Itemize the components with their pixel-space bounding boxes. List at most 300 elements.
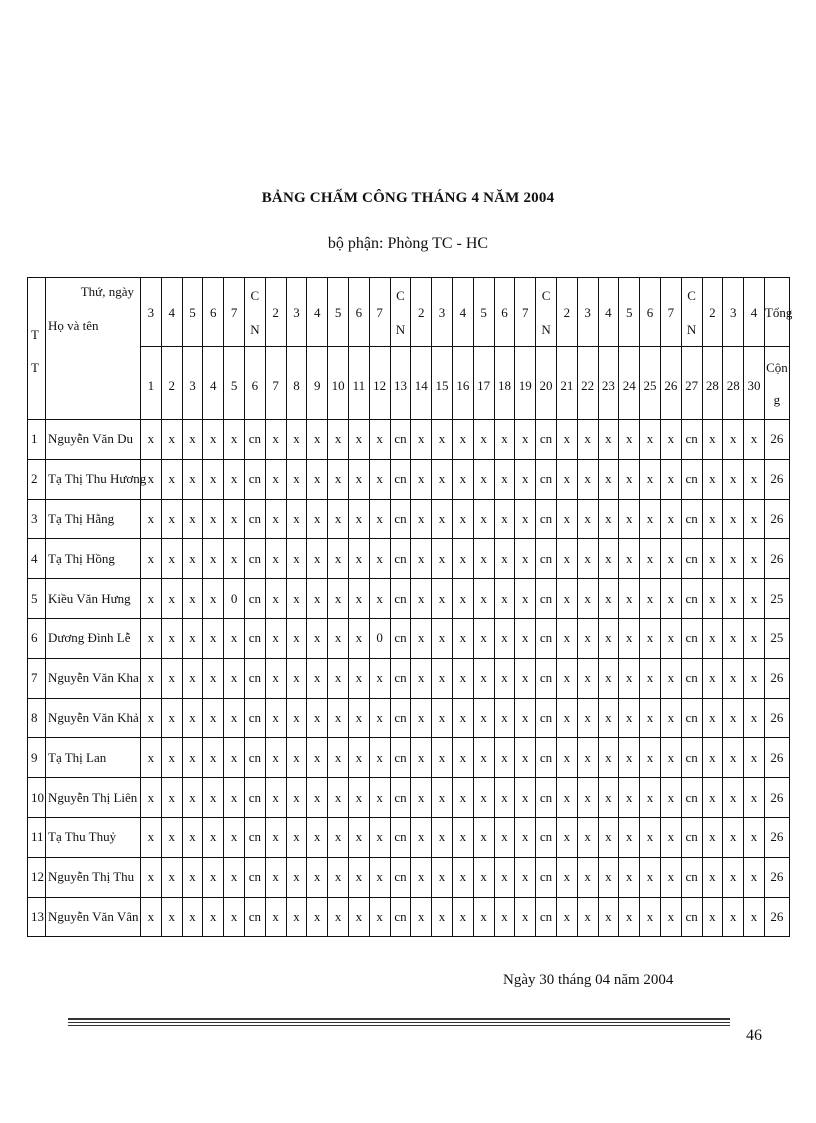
footer-rule	[68, 1022, 730, 1023]
attendance-mark: cn	[244, 539, 265, 579]
attendance-mark: x	[265, 738, 286, 778]
attendance-mark: x	[286, 579, 307, 619]
attendance-mark: x	[473, 778, 494, 818]
date-label: 26	[664, 377, 678, 393]
attendance-mark: cn	[390, 539, 411, 579]
weekday-label: 7	[521, 305, 529, 320]
attendance-mark: x	[203, 738, 224, 778]
attendance-mark: cn	[681, 817, 702, 857]
weekday-label: C	[396, 288, 405, 303]
attendance-mark: x	[161, 499, 182, 539]
attendance-mark: x	[328, 698, 349, 738]
attendance-mark: x	[411, 778, 432, 818]
date-label: 12	[373, 377, 387, 393]
attendance-mark: cn	[390, 658, 411, 698]
weekday-cell	[328, 278, 349, 347]
attendance-mark: x	[203, 897, 224, 937]
attendance-mark: x	[473, 459, 494, 499]
attendance-mark: x	[182, 738, 203, 778]
attendance-mark: cn	[681, 857, 702, 897]
date-label: 9	[314, 377, 321, 393]
table-row	[28, 579, 790, 619]
attendance-mark: x	[723, 459, 744, 499]
attendance-mark: x	[702, 817, 723, 857]
table-row	[28, 698, 790, 738]
row-total: 25	[764, 579, 789, 619]
attendance-mark: cn	[390, 857, 411, 897]
attendance-mark: x	[432, 539, 453, 579]
attendance-mark: x	[369, 579, 390, 619]
total-header-line: Cộn	[766, 360, 788, 375]
employee-name: Nguyễn Văn Khả	[46, 698, 141, 738]
attendance-mark: x	[598, 658, 619, 698]
attendance-mark: x	[744, 738, 765, 778]
weekday-label: C	[250, 288, 260, 303]
total-subheader	[764, 347, 789, 420]
attendance-mark: cn	[390, 420, 411, 460]
attendance-mark: x	[182, 778, 203, 818]
attendance-mark: x	[494, 738, 515, 778]
attendance-mark: x	[348, 539, 369, 579]
attendance-mark: cn	[681, 499, 702, 539]
attendance-mark: x	[723, 420, 744, 460]
attendance-mark: x	[224, 738, 245, 778]
attendance-mark: x	[640, 499, 661, 539]
date-label: 7	[272, 377, 279, 393]
attendance-mark: x	[556, 817, 577, 857]
attendance-mark: x	[203, 658, 224, 698]
attendance-mark: cn	[536, 857, 557, 897]
date-cell	[265, 347, 286, 420]
attendance-mark: x	[660, 499, 681, 539]
table-row	[28, 618, 790, 658]
date-label: 24	[622, 377, 636, 393]
attendance-mark: x	[432, 499, 453, 539]
date-label: 15	[435, 377, 449, 393]
attendance-mark: x	[328, 459, 349, 499]
attendance-mark: x	[348, 738, 369, 778]
attendance-mark: x	[619, 738, 640, 778]
attendance-mark: x	[265, 539, 286, 579]
date-cell	[536, 347, 557, 420]
date-cell	[515, 347, 536, 420]
attendance-mark: x	[556, 459, 577, 499]
employee-name: Tạ Thị Hằng	[46, 499, 141, 539]
attendance-mark: x	[286, 897, 307, 937]
attendance-mark: x	[556, 738, 577, 778]
row-index: 5	[28, 579, 46, 619]
attendance-mark: x	[307, 738, 328, 778]
weekday-label: 7	[667, 305, 675, 320]
row-index: 13	[28, 897, 46, 937]
attendance-mark: x	[702, 778, 723, 818]
attendance-mark: x	[307, 778, 328, 818]
attendance-mark: cn	[390, 579, 411, 619]
full-name-label: Họ và tên	[48, 318, 99, 333]
attendance-mark: x	[411, 618, 432, 658]
attendance-mark: x	[307, 539, 328, 579]
attendance-mark: x	[640, 738, 661, 778]
attendance-mark: cn	[681, 778, 702, 818]
attendance-mark: x	[577, 698, 598, 738]
attendance-mark: x	[307, 897, 328, 937]
attendance-mark: x	[723, 698, 744, 738]
attendance-mark: x	[369, 738, 390, 778]
attendance-mark: x	[515, 658, 536, 698]
attendance-mark: x	[494, 618, 515, 658]
attendance-mark: x	[619, 459, 640, 499]
attendance-mark: x	[640, 618, 661, 658]
attendance-mark: x	[432, 459, 453, 499]
attendance-mark: cn	[244, 857, 265, 897]
attendance-mark: x	[452, 738, 473, 778]
attendance-mark: x	[660, 420, 681, 460]
attendance-mark: x	[432, 420, 453, 460]
attendance-mark: x	[161, 738, 182, 778]
attendance-mark: x	[473, 539, 494, 579]
attendance-mark: x	[182, 539, 203, 579]
row-index: 6	[28, 618, 46, 658]
attendance-mark: x	[286, 459, 307, 499]
attendance-mark: x	[744, 857, 765, 897]
weekday-label: 7	[376, 305, 383, 320]
employee-name: Tạ Thị Hồng	[46, 539, 141, 579]
attendance-mark: x	[515, 499, 536, 539]
employee-name: Nguyễn Thị Thu	[46, 857, 141, 897]
table-row	[28, 778, 790, 818]
attendance-mark: x	[660, 459, 681, 499]
weekday-label: 3	[147, 305, 155, 320]
weekday-cell	[473, 278, 494, 347]
weekday-label: N	[686, 322, 697, 337]
row-index: 2	[28, 459, 46, 499]
attendance-mark: x	[203, 857, 224, 897]
weekday-cell	[141, 278, 162, 347]
weekday-cell	[286, 278, 307, 347]
attendance-mark: x	[182, 420, 203, 460]
table-row	[28, 539, 790, 579]
attendance-mark: x	[224, 778, 245, 818]
attendance-mark: cn	[536, 698, 557, 738]
weekday-label: 6	[501, 305, 508, 320]
attendance-mark: cn	[536, 579, 557, 619]
weekday-cell	[723, 278, 744, 347]
attendance-mark: x	[577, 420, 598, 460]
attendance-mark: x	[660, 857, 681, 897]
attendance-mark: x	[494, 897, 515, 937]
date-label: 17	[477, 377, 491, 393]
attendance-mark: x	[640, 897, 661, 937]
attendance-mark: x	[452, 579, 473, 619]
attendance-mark: x	[723, 817, 744, 857]
row-index: 7	[28, 658, 46, 698]
row-total: 26	[764, 778, 789, 818]
date-cell	[577, 347, 598, 420]
weekday-cell	[515, 278, 536, 347]
attendance-mark: x	[723, 738, 744, 778]
weekday-cell	[265, 278, 286, 347]
weekday-label: 6	[210, 305, 217, 320]
attendance-mark: x	[473, 738, 494, 778]
attendance-mark: cn	[390, 897, 411, 937]
attendance-mark: x	[161, 539, 182, 579]
attendance-mark: cn	[536, 459, 557, 499]
attendance-mark: x	[286, 658, 307, 698]
attendance-mark: x	[702, 579, 723, 619]
attendance-mark: x	[348, 499, 369, 539]
attendance-mark: x	[348, 817, 369, 857]
attendance-mark: x	[494, 539, 515, 579]
attendance-mark: x	[598, 459, 619, 499]
attendance-mark: x	[494, 420, 515, 460]
attendance-mark: x	[432, 618, 453, 658]
tt-header-line-1: T	[31, 326, 39, 342]
weekday-label: N	[250, 322, 260, 337]
table-row	[28, 857, 790, 897]
attendance-mark: cn	[681, 658, 702, 698]
row-index: 12	[28, 857, 46, 897]
attendance-mark: x	[369, 539, 390, 579]
date-label: 21	[560, 377, 574, 393]
attendance-mark: x	[619, 857, 640, 897]
attendance-mark: x	[141, 897, 162, 937]
attendance-mark: x	[702, 459, 723, 499]
attendance-mark: x	[744, 817, 765, 857]
attendance-mark: x	[328, 738, 349, 778]
attendance-mark: x	[556, 618, 577, 658]
attendance-mark: cn	[681, 897, 702, 937]
attendance-mark: x	[452, 499, 473, 539]
date-label: 22	[581, 377, 595, 393]
attendance-mark: x	[744, 579, 765, 619]
attendance-mark: x	[203, 778, 224, 818]
attendance-mark: x	[494, 698, 515, 738]
date-label: 19	[518, 377, 532, 393]
attendance-mark: x	[619, 817, 640, 857]
attendance-mark: x	[411, 539, 432, 579]
attendance-mark: x	[265, 420, 286, 460]
weekday-cell	[307, 278, 328, 347]
attendance-mark: x	[494, 499, 515, 539]
attendance-mark: x	[141, 459, 162, 499]
attendance-mark: x	[328, 897, 349, 937]
attendance-mark: x	[702, 618, 723, 658]
attendance-mark: x	[452, 618, 473, 658]
date-cell	[702, 347, 723, 420]
attendance-mark: 0	[369, 618, 390, 658]
attendance-mark: x	[182, 698, 203, 738]
attendance-mark: x	[411, 420, 432, 460]
date-label: 16	[456, 377, 470, 393]
attendance-mark: x	[619, 897, 640, 937]
tt-header	[28, 278, 46, 420]
attendance-mark: x	[224, 857, 245, 897]
attendance-mark: x	[577, 817, 598, 857]
weekday-cell	[348, 278, 369, 347]
attendance-mark: x	[744, 539, 765, 579]
attendance-mark: x	[598, 857, 619, 897]
weekday-cell	[224, 278, 245, 347]
date-cell	[473, 347, 494, 420]
table-row	[28, 420, 790, 460]
attendance-mark: x	[307, 420, 328, 460]
weekday-label: 7	[230, 305, 238, 320]
date-label: 13	[393, 377, 407, 393]
attendance-mark: x	[203, 698, 224, 738]
attendance-mark: x	[432, 857, 453, 897]
employee-name: Nguyễn Văn Vân	[46, 897, 141, 937]
attendance-mark: x	[348, 618, 369, 658]
attendance-mark: x	[473, 420, 494, 460]
weekday-cell	[619, 278, 640, 347]
weekday-cell	[411, 278, 432, 347]
attendance-mark: x	[515, 778, 536, 818]
attendance-mark: x	[224, 459, 245, 499]
attendance-mark: x	[348, 897, 369, 937]
attendance-mark: cn	[244, 658, 265, 698]
attendance-mark: x	[348, 420, 369, 460]
attendance-mark: x	[452, 857, 473, 897]
attendance-mark: x	[577, 499, 598, 539]
weekday-label: 2	[418, 305, 425, 320]
attendance-mark: cn	[390, 738, 411, 778]
attendance-mark: cn	[390, 459, 411, 499]
attendance-mark: cn	[681, 698, 702, 738]
attendance-mark: x	[452, 817, 473, 857]
attendance-mark: x	[452, 459, 473, 499]
weekday-label: 4	[750, 305, 758, 320]
attendance-mark: x	[161, 420, 182, 460]
date-label: 27	[685, 377, 699, 393]
date-label: 5	[230, 377, 238, 393]
attendance-mark: x	[744, 698, 765, 738]
attendance-mark: x	[515, 897, 536, 937]
attendance-mark: x	[265, 857, 286, 897]
attendance-mark: x	[660, 579, 681, 619]
attendance-mark: x	[224, 539, 245, 579]
attendance-mark: x	[515, 420, 536, 460]
row-total: 26	[764, 459, 789, 499]
attendance-mark: x	[577, 738, 598, 778]
row-total: 26	[764, 420, 789, 460]
date-cell	[286, 347, 307, 420]
weekday-label: 5	[189, 305, 196, 320]
attendance-mark: x	[640, 579, 661, 619]
weekday-label: 4	[168, 305, 175, 320]
attendance-mark: x	[411, 817, 432, 857]
attendance-mark: cn	[390, 618, 411, 658]
attendance-mark: x	[265, 459, 286, 499]
attendance-mark: x	[494, 778, 515, 818]
weekday-label: 3	[293, 305, 300, 320]
date-label: 2	[168, 377, 175, 393]
date-cell	[224, 347, 245, 420]
attendance-mark: x	[307, 618, 328, 658]
attendance-mark: x	[182, 817, 203, 857]
row-total: 26	[764, 738, 789, 778]
attendance-mark: x	[307, 857, 328, 897]
date-cell	[307, 347, 328, 420]
attendance-mark: x	[411, 857, 432, 897]
attendance-mark: cn	[244, 698, 265, 738]
weekday-label: 3	[729, 305, 737, 320]
attendance-mark: x	[702, 658, 723, 698]
attendance-mark: x	[141, 539, 162, 579]
date-cell	[432, 347, 453, 420]
attendance-mark: cn	[390, 817, 411, 857]
attendance-mark: x	[265, 618, 286, 658]
attendance-mark: x	[598, 738, 619, 778]
attendance-mark: x	[411, 738, 432, 778]
attendance-mark: x	[556, 539, 577, 579]
attendance-mark: cn	[390, 698, 411, 738]
attendance-mark: cn	[681, 618, 702, 658]
attendance-mark: x	[744, 658, 765, 698]
weekday-label: 4	[605, 305, 612, 320]
row-index: 11	[28, 817, 46, 857]
attendance-mark: x	[224, 658, 245, 698]
attendance-mark: x	[369, 459, 390, 499]
attendance-mark: x	[660, 539, 681, 579]
attendance-mark: x	[473, 857, 494, 897]
attendance-mark: x	[723, 618, 744, 658]
attendance-mark: x	[452, 539, 473, 579]
attendance-mark: x	[432, 738, 453, 778]
attendance-mark: x	[640, 459, 661, 499]
date-label: 3	[189, 377, 196, 393]
attendance-mark: x	[328, 778, 349, 818]
attendance-mark: x	[473, 897, 494, 937]
weekday-label: 3	[438, 305, 446, 320]
attendance-mark: x	[598, 778, 619, 818]
weekday-label: 2	[563, 305, 571, 320]
attendance-mark: cn	[536, 817, 557, 857]
attendance-table	[27, 277, 793, 937]
attendance-mark: x	[494, 579, 515, 619]
attendance-mark: x	[432, 658, 453, 698]
weekday-cell	[182, 278, 203, 347]
weekday-cell	[390, 278, 411, 347]
attendance-mark: x	[328, 539, 349, 579]
attendance-mark: x	[161, 817, 182, 857]
attendance-mark: x	[141, 817, 162, 857]
row-total: 26	[764, 539, 789, 579]
date-label: 23	[601, 377, 615, 393]
employee-name: Nguyễn Văn Du	[46, 420, 141, 460]
attendance-mark: x	[328, 857, 349, 897]
footer-rule	[68, 1025, 730, 1026]
department-subtitle: bộ phận: Phòng TC - HC	[327, 235, 489, 252]
attendance-mark: x	[161, 459, 182, 499]
date-label: 11	[352, 377, 366, 393]
attendance-mark: x	[307, 579, 328, 619]
weekday-label: N	[395, 322, 406, 337]
attendance-mark: x	[619, 658, 640, 698]
attendance-mark: x	[515, 698, 536, 738]
sheet-title: BẢNG CHẤM CÔNG THÁNG 4 NĂM 2004	[261, 190, 555, 206]
row-total: 26	[764, 857, 789, 897]
attendance-mark: cn	[244, 499, 265, 539]
attendance-mark: x	[203, 579, 224, 619]
attendance-mark: x	[161, 618, 182, 658]
attendance-mark: x	[577, 539, 598, 579]
attendance-mark: x	[182, 897, 203, 937]
attendance-mark: x	[411, 897, 432, 937]
attendance-mark: x	[640, 420, 661, 460]
date-cell	[619, 347, 640, 420]
employee-name: Tạ Thị Lan	[46, 738, 141, 778]
attendance-mark: x	[702, 698, 723, 738]
